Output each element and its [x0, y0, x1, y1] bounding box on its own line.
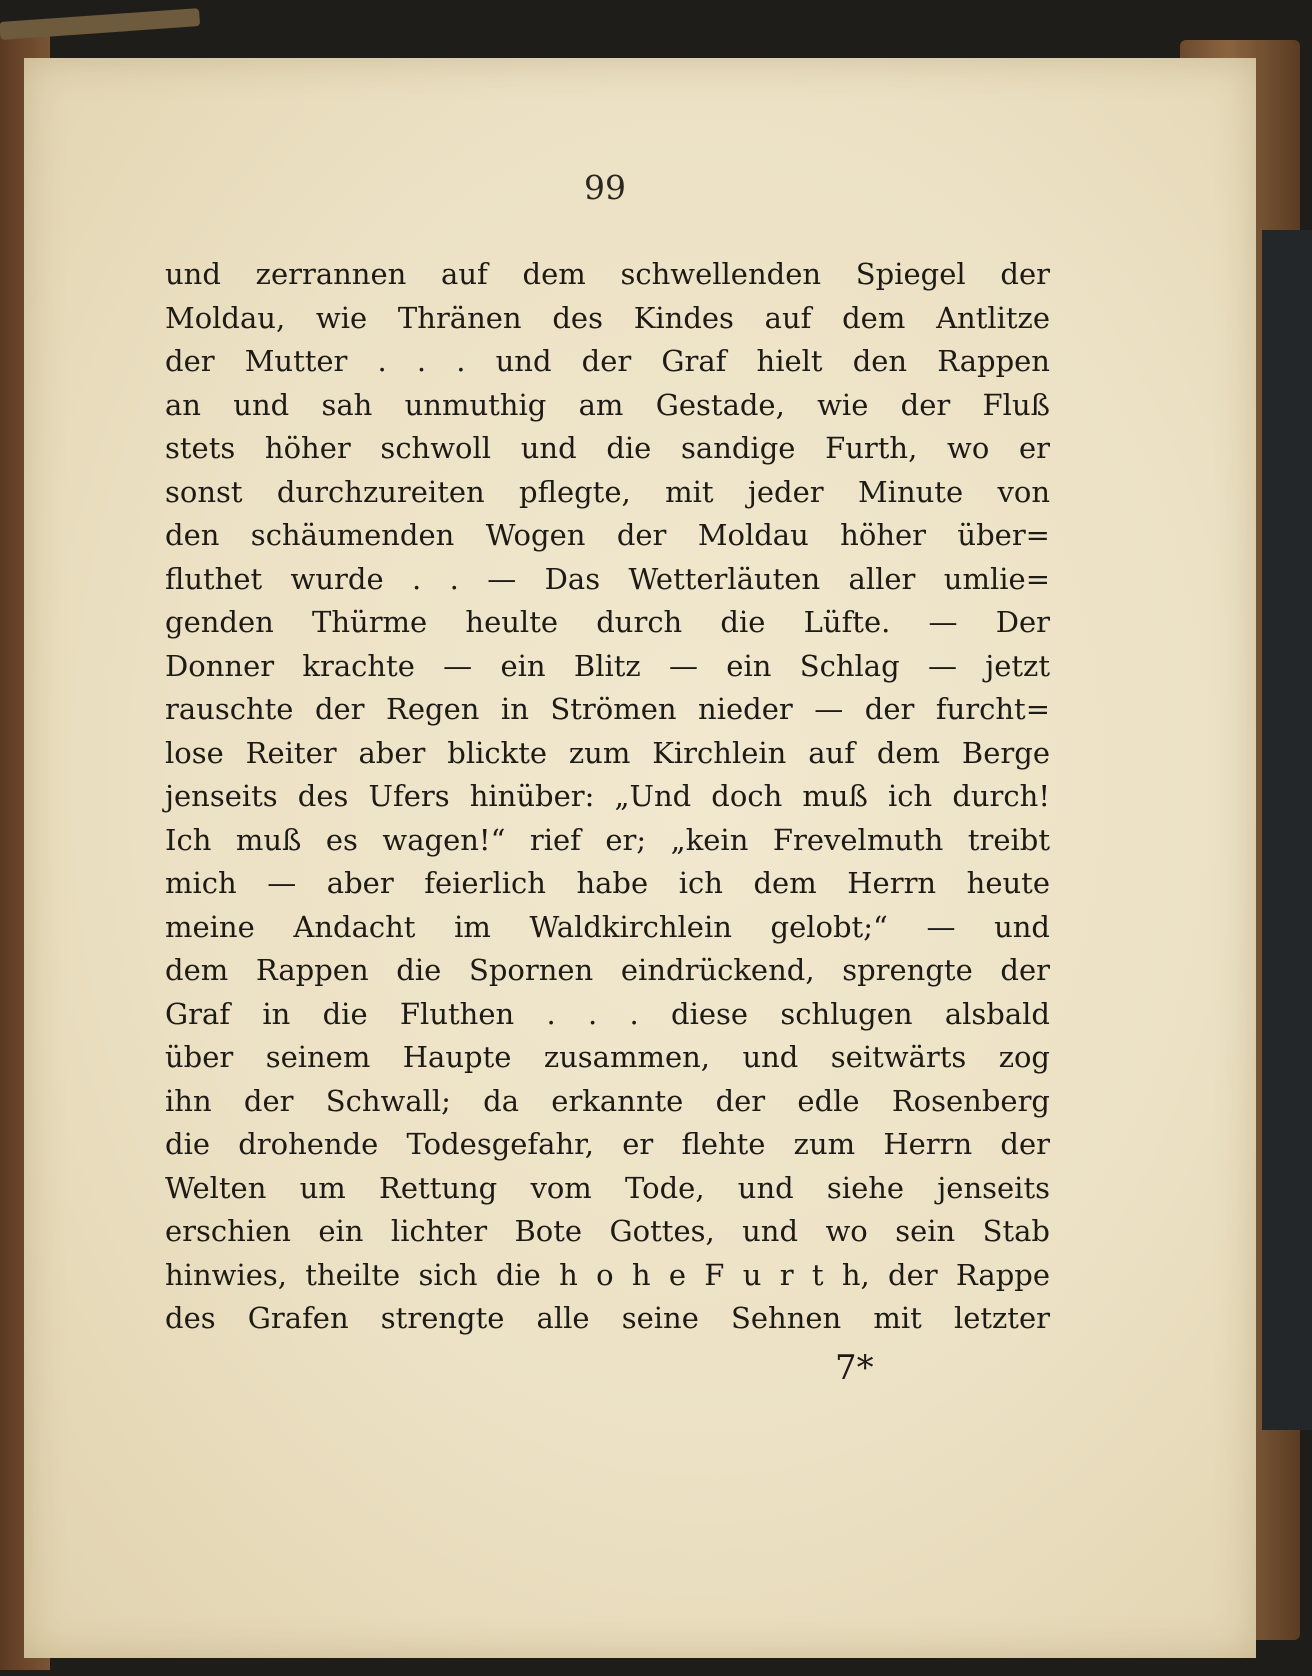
text-line: des Grafen strengte alle seine Sehnen mit letzter [165, 1301, 1050, 1335]
text-line: stets höher schwoll und die sandige Furth, wo er [165, 431, 1050, 465]
text-line: fluthet wurde . . — Das Wetterläuten aller umlie= [165, 561, 1050, 596]
text-line: Donner krachte — ein Blitz — ein Schlag — jetzt [165, 648, 1050, 683]
body-text [165, 253, 1050, 1341]
text-line: und zerrannen auf dem schwellenden Spiegel der [165, 257, 1050, 291]
text-line: Welten um Rettung vom Tode, und siehe jenseits [165, 1170, 1050, 1205]
text-line: der Mutter . . . und der Graf hielt den Rappen [165, 344, 1050, 378]
text-line: lose Reiter aber blickte zum Kirchlein auf dem Berge [165, 735, 1050, 770]
page-number: 99 [584, 168, 626, 207]
text-line: genden Thürme heulte durch die Lüfte. — Der [165, 605, 1050, 639]
book-cover-cloth [1262, 230, 1312, 1430]
text-line: an und sah unmuthig am Gestade, wie der Fluß [165, 387, 1050, 422]
text-line: jenseits des Ufers hinüber: „Und doch muß ich durch! [165, 779, 1050, 813]
text-line: über seinem Haupte zusammen, und seitwärts zog [165, 1040, 1050, 1074]
text-line: Ich muß es wagen!“ rief er; „kein Frevelmuth treibt [165, 822, 1050, 857]
bookmark-ribbon [0, 8, 200, 40]
text-line: rauschte der Regen in Strömen nieder — der furcht= [165, 692, 1050, 726]
text-line: dem Rappen die Spornen eindrückend, sprengte der [165, 953, 1050, 987]
text-line: Graf in die Fluthen . . . diese schlugen alsbald [165, 996, 1050, 1031]
text-line: hinwies, theilte sich die h o h e F u r t h, der Rappe [165, 1257, 1050, 1292]
text-line: ihn der Schwall; da erkannte der edle Rosenberg [165, 1083, 1050, 1118]
text-line: erschien ein lichter Bote Gottes, und wo sein Stab [165, 1214, 1050, 1248]
text-line: sonst durchzureiten pflegte, mit jeder Minute von [165, 474, 1050, 509]
signature-mark: 7* [835, 1348, 874, 1388]
text-line: die drohende Todesgefahr, er flehte zum Herrn der [165, 1127, 1050, 1161]
text-line: Moldau, wie Thränen des Kindes auf dem Antlitze [165, 300, 1050, 335]
text-line: den schäumenden Wogen der Moldau höher über= [165, 518, 1050, 552]
text-line: meine Andacht im Waldkirchlein gelobt;“ — und [165, 909, 1050, 944]
text-line: mich — aber feierlich habe ich dem Herrn heute [165, 866, 1050, 900]
